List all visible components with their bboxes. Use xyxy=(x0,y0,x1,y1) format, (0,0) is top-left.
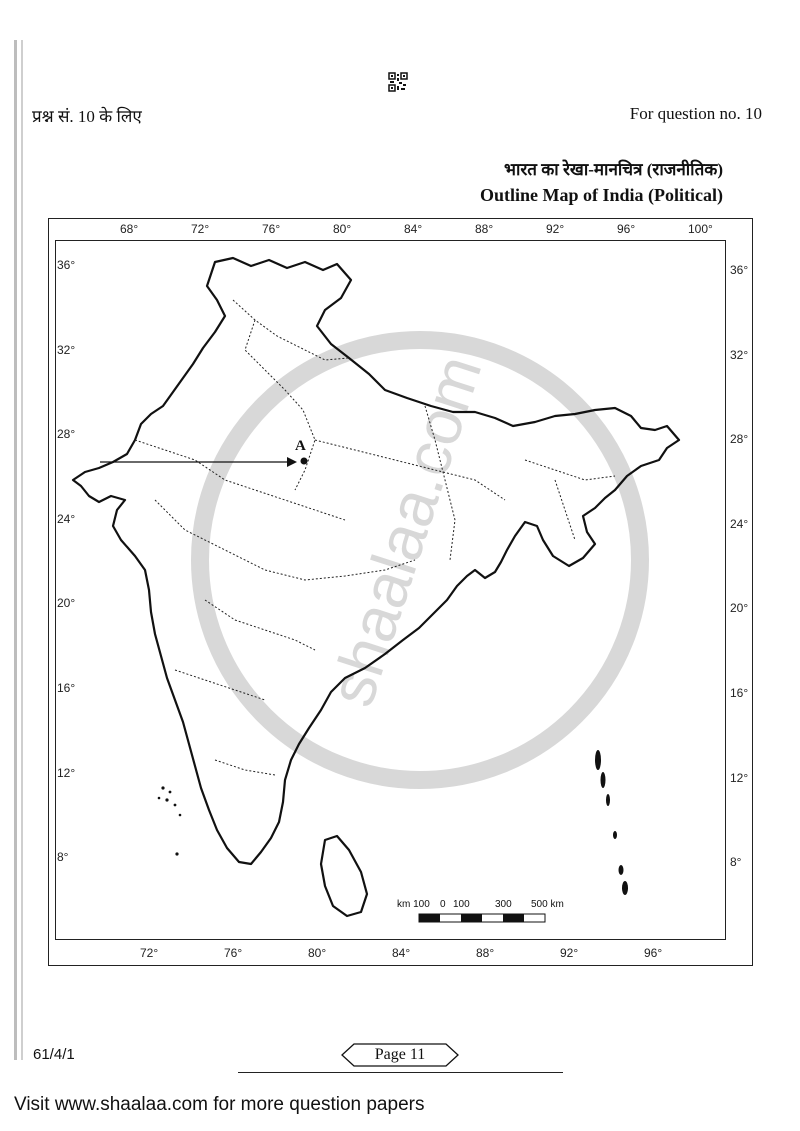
top-longitude-label-5: 88° xyxy=(475,222,494,236)
sri-lanka-outline xyxy=(321,836,367,916)
left-latitude-label-5: 16° xyxy=(57,681,76,695)
left-latitude-label-2: 28° xyxy=(57,427,76,442)
india-boundary xyxy=(73,258,679,864)
left-latitude-label-6: 12° xyxy=(57,765,76,780)
right-latitude-label-0: 36° xyxy=(730,263,749,277)
scale-label-100: 100 xyxy=(453,899,470,910)
scale-label-km100: km 100 xyxy=(397,899,430,910)
bottom-longitude-label-2: 80° xyxy=(308,946,327,960)
top-longitude-label-4: 84° xyxy=(404,222,423,236)
binding-margin xyxy=(14,40,17,1060)
top-longitude-label-2: 76° xyxy=(262,222,281,236)
location-a-label: A xyxy=(295,438,306,454)
left-latitude-label-0: 36° xyxy=(57,258,76,272)
bottom-longitude-label-3: 84° xyxy=(392,946,411,960)
scale-bar xyxy=(397,899,564,922)
scale-label-0: 0 xyxy=(440,899,446,910)
top-longitude-label-6: 92° xyxy=(546,222,565,236)
top-longitude-label-3: 80° xyxy=(333,222,352,236)
top-longitude-label-8: 100° xyxy=(688,222,713,236)
arrow-head xyxy=(287,457,297,467)
india-outline-map xyxy=(55,240,726,940)
paper-code: 61/4/1 xyxy=(33,1046,75,1063)
right-latitude-label-2: 28° xyxy=(730,432,749,447)
right-latitude-label-5: 16° xyxy=(730,686,749,700)
left-latitude-label-3: 24° xyxy=(57,511,76,526)
top-longitude-label-1: 72° xyxy=(191,222,210,236)
question-ref-hindi: प्रश्न सं. 10 के लिए xyxy=(32,107,142,126)
right-latitude-label-3: 24° xyxy=(730,516,749,531)
bottom-longitude-label-1: 76° xyxy=(224,946,243,960)
right-latitude-label-6: 12° xyxy=(730,770,749,785)
qr-code-icon xyxy=(388,72,408,92)
bottom-longitude-label-4: 88° xyxy=(476,946,495,960)
question-ref-english: For question no. 10 xyxy=(629,104,762,123)
top-longitude-label-0: 68° xyxy=(120,222,139,236)
lakshadweep-islands xyxy=(158,786,182,855)
right-latitude-label-4: 20° xyxy=(730,601,749,616)
scale-label-500km: 500 km xyxy=(531,899,564,910)
bottom-longitude-label-6: 96° xyxy=(644,946,663,960)
footer-rule xyxy=(238,1072,563,1073)
left-latitude-label-7: 8° xyxy=(57,850,69,865)
top-longitude-label-7: 96° xyxy=(617,222,636,236)
right-latitude-label-7: 8° xyxy=(730,855,742,870)
visit-banner: Visit www.shaalaa.com for more question papers xyxy=(14,1094,425,1115)
scale-label-300: 300 xyxy=(495,899,512,910)
watermark-text: shaalaa.com xyxy=(314,346,496,715)
binding-margin-inner xyxy=(21,40,23,1060)
bottom-longitude-label-0: 72° xyxy=(140,946,159,960)
map-title-hindi: भारत का रेखा-मानचित्र (राजनीतिक) xyxy=(504,160,723,179)
bottom-longitude-label-5: 92° xyxy=(560,946,579,960)
left-latitude-label-1: 32° xyxy=(57,342,76,357)
map-title-english: Outline Map of India (Political) xyxy=(480,185,723,205)
page-number: Page 11 xyxy=(374,1046,426,1063)
left-latitude-label-4: 20° xyxy=(57,596,76,611)
right-latitude-label-1: 32° xyxy=(730,347,749,362)
andaman-nicobar-islands xyxy=(595,750,628,895)
location-a-dot xyxy=(301,458,308,465)
